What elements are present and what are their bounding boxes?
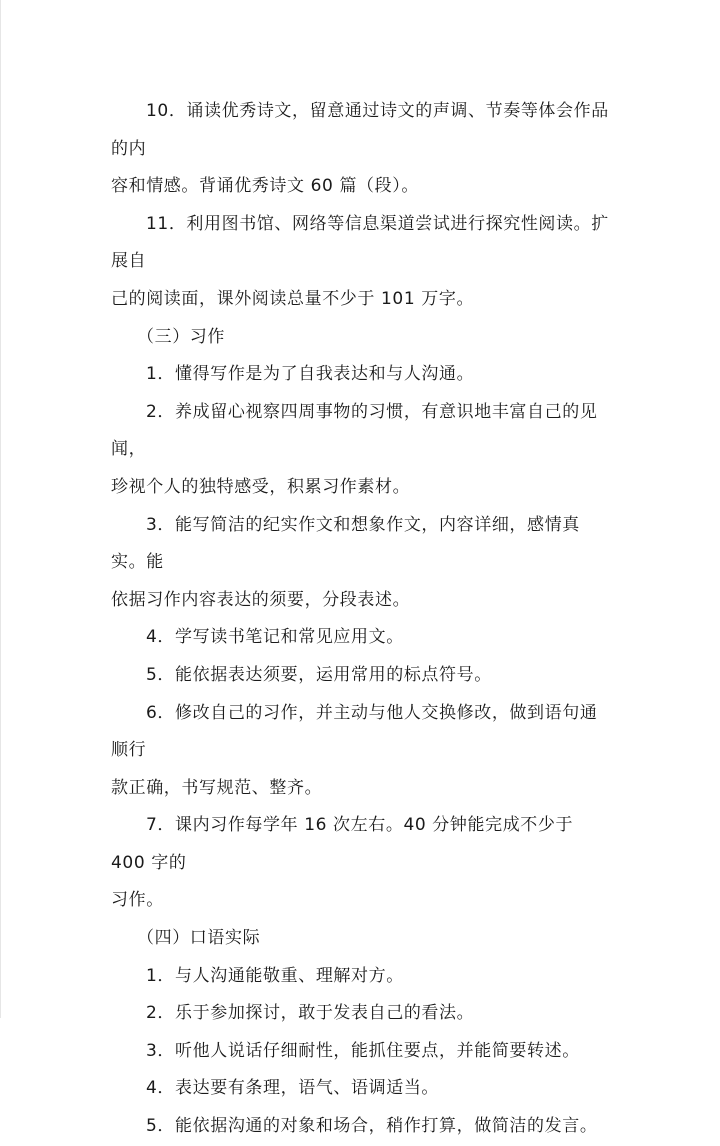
paragraph-oral-4: 4．表达要有条理，语气、语调适当。: [146, 1078, 440, 1099]
paragraph-oral-2: 2．乐于参加探讨，敢于发表自己的看法。: [146, 1003, 475, 1024]
paragraph-writing-1: 1．懂得写作是为了自我表达和与人沟通。: [146, 364, 475, 385]
paragraph-oral-3: 3．听他人说话仔细耐性，能抓住要点，并能简要转述。: [146, 1040, 580, 1061]
paragraph-writing-7: 7．课内习作每学年 16 次左右。40 分钟能完成不少于 400 字的 习作。: [111, 815, 574, 911]
section-heading-oral: （四）口语实际: [137, 928, 261, 949]
paragraph-writing-4: 4．学写读书笔记和常见应用文。: [146, 627, 404, 648]
paragraph-writing-5: 5．能依据表达须要，运用常用的标点符号。: [146, 664, 492, 685]
document-body: [111, 93, 611, 1146]
paragraph-writing-2: 2．养成留心视察四周事物的习惯，有意识地丰富自己的见闻， 珍视个人的独特感受，积累习作素材。: [111, 401, 598, 497]
paragraph-oral-1: 1．与人沟通能敬重、理解对方。: [146, 965, 404, 986]
paragraph-item-11: 11．利用图书馆、网络等信息渠道尝试进行探究性阅读。扩展自 己的阅读面，课外阅读总量不少于 101 万字。: [111, 213, 609, 309]
paragraph-writing-6: 6．修改自己的习作，并主动与他人交换修改，做到语句通顺行 款正确，书写规范、整齐。: [111, 702, 598, 798]
paragraph-oral-5: 5．能依据沟通的对象和场合，稍作打算，做简洁的发言。: [146, 1116, 598, 1137]
paragraph-writing-3: 3．能写简洁的纪实作文和想象作文，内容详细，感情真实。能 依据习作内容表达的须要，分段表述。: [111, 514, 580, 610]
paragraph-item-10: 10．诵读优秀诗文，留意通过诗文的声调、节奏等体会作品的内 容和情感。背诵优秀诗文 60 篇（段）。: [111, 101, 609, 197]
section-heading-writing: （三）习作: [137, 326, 225, 347]
